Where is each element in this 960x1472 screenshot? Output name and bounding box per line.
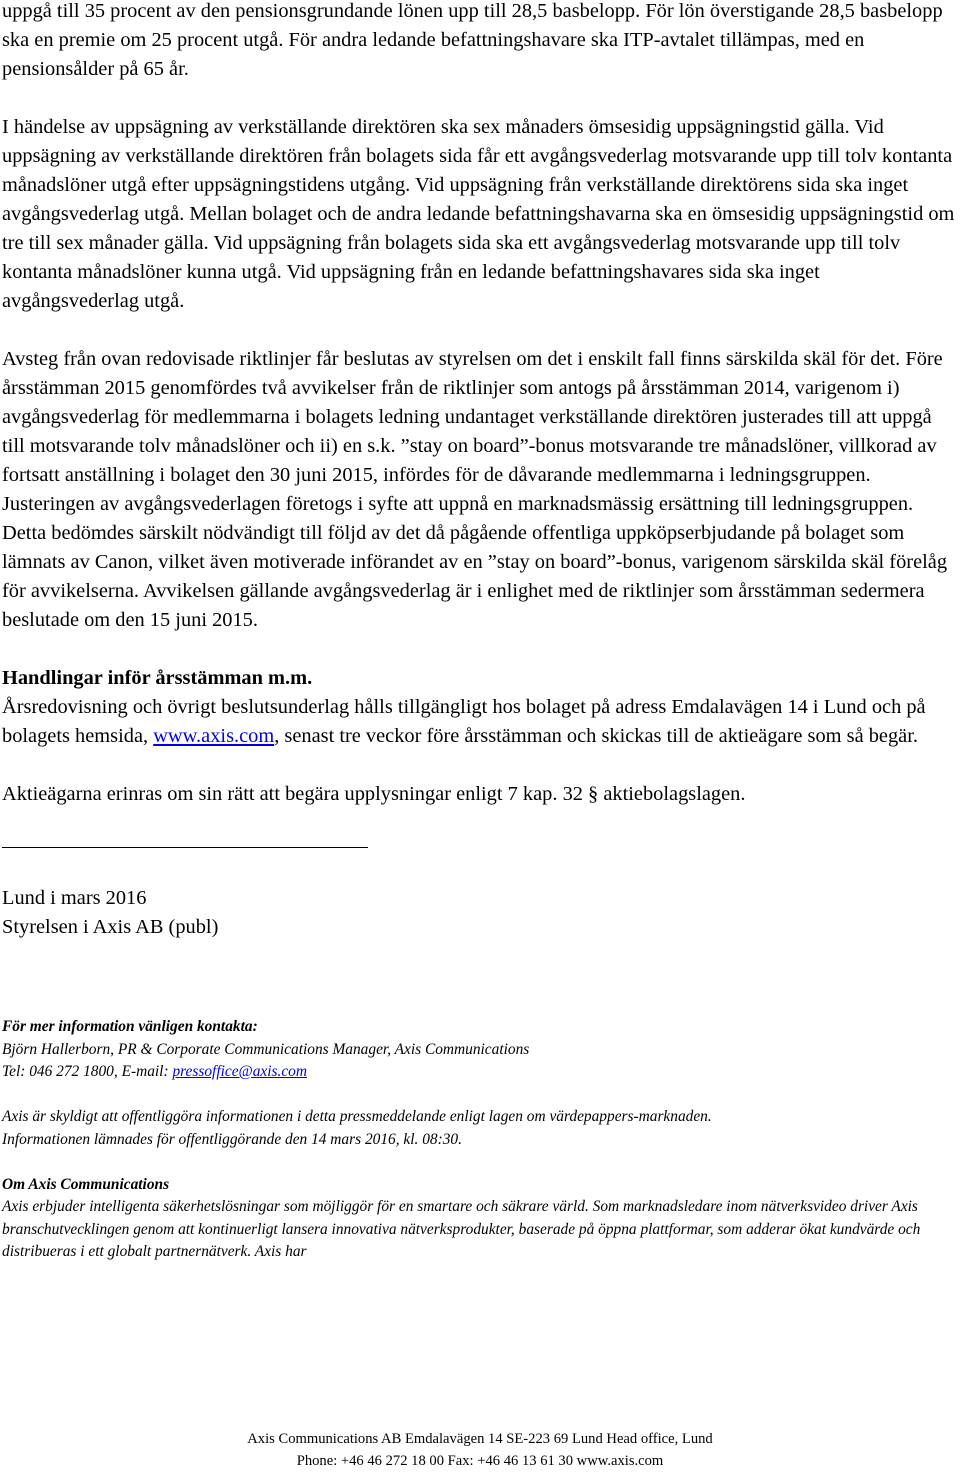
contact-block <box>2 1016 956 1264</box>
documents-text-post: , senast tre veckor före årsstämman och skickas till de aktieägare som så begär. <box>274 725 918 747</box>
documents-text-pre: Årsredovisning och övrigt beslutsunderlag hålls tillgängligt hos bolaget på adress Emdalavägen 14 i Lund och på bolagets hemsida, <box>2 696 926 747</box>
contact-name: Björn Hallerborn, PR & Corporate Communications Manager, Axis Communications <box>2 1040 530 1058</box>
termination-paragraph: I händelse av uppsägning av verkställande direktören ska sex månaders ömsesidig uppsägningstid gälla. Vid uppsägning av verkställande direktören från bolagets sida får ett avgångsvederlag motsvarande upp till tolv kontanta månadslöner utgå efter uppsägningstidens utgång. Vid uppsägning från verkställande direktörens sida ska inget avgångsvederlag utgå. Mellan bolaget och de andra ledande befattningshavarna ska en ömsesidig uppsägningstid om tre till sex månader gälla. Vid uppsägning från bolagets sida ska ett avgångsvederlag motsvarande upp till tolv kontanta månadslöner kunna utgå. Vid uppsägning från en ledande befattningshavares sida ska inget avgångsvederlag utgå. <box>2 116 955 312</box>
website-link[interactable]: www.axis.com <box>153 725 275 747</box>
deviation-paragraph: Avsteg från ovan redovisade riktlinjer får beslutas av styrelsen om det i enskilt fall finns särskilda skäl för det. Före årsstämman 2015 genomfördes två avvikelser från de riktlinjer som antogs på årsstämman 2014, varigenom i) avgångsvederlag för medlemmarna i bolagets ledning undantaget verkställande direktören justerades till att uppgå till motsvarande tolv månadslöner och ii) en s.k. ”stay on board”-bonus motsvarande tre månadslöner, villkorad av fortsatt anställning i bolaget den 30 juni 2015, infördes för de dåvarande medlemmarna i ledningsgruppen. Justeringen av avgångsvederlagen företogs i syfte att uppnå en marknadsmässig ersättning till ledningsgruppen. Detta bedömdes särskilt nödvändigt till följd av det då pågående offentliga uppköpserbjudande på bolaget som lämnats av Canon, vilket även motiverade införandet av en ”stay on board”-bonus, varigenom särskilda skäl förelåg för avvikelserna. Avvikelsen gällande avgångsvederlag är i enlighet med de riktlinjer som årsstämman sedermera beslutade om den 15 juni 2015. <box>2 348 948 631</box>
about-title: Om Axis Communications <box>2 1175 170 1193</box>
footer-address: Axis Communications AB Emdalavägen 14 SE-223 69 Lund Head office, Lund <box>247 1431 713 1447</box>
signature-place-date: Lund i mars 2016 <box>2 887 147 909</box>
disclosure-line-1: Axis är skyldigt att offentliggöra informationen i detta pressmeddelande enligt lagen om värdepappers-marknaden. <box>2 1108 712 1125</box>
document-page <box>2 0 956 1264</box>
contact-phone <box>2 1061 956 1084</box>
documents-paragraph <box>2 693 956 751</box>
contact-title: För mer information vänligen kontakta: <box>2 1018 258 1035</box>
signature-board: Styrelsen i Axis AB (publ) <box>2 916 219 938</box>
disclosure-line-2: Informationen lämnades för offentliggörande den 14 mars 2016, kl. 08:30. <box>2 1130 462 1148</box>
documents-heading: Handlingar inför årsstämman m.m. <box>2 667 313 689</box>
footer-contact: Phone: +46 46 272 18 00 Fax: +46 46 13 61 30 www.axis.com <box>296 1453 664 1469</box>
contact-phone-text: Tel: 046 272 1800, E-mail: <box>2 1063 173 1080</box>
email-link[interactable]: pressoffice@axis.com <box>172 1063 307 1080</box>
pension-paragraph: uppgå till 35 procent av den pensionsgrundande lönen upp till 28,5 basbelopp. För lön överstigande 28,5 basbelopp ska en premie om 25 procent utgå. För andra ledande befattningshavare ska ITP-avtalet tillämpas, med en pensionsålder på 65 år. <box>2 0 943 80</box>
signature-block <box>2 884 956 942</box>
signature-line <box>2 847 368 848</box>
shareholder-rights-paragraph: Aktieägarna erinras om sin rätt att begära upplysningar enligt 7 kap. 32 § aktiebolagslagen. <box>2 783 746 805</box>
about-text: Axis erbjuder intelligenta säkerhetslösningar som möjliggör för en smartare och säkrare värld. Som marknadsledare inom nätverksvideo driver Axis branschutvecklingen genom att kontinuerligt lansera innovativa nätverksprodukter, baserade på öppna plattformar, som adderar ökat kundvärde och distribueras i ett globalt partnernätverk. Axis har <box>2 1198 921 1260</box>
